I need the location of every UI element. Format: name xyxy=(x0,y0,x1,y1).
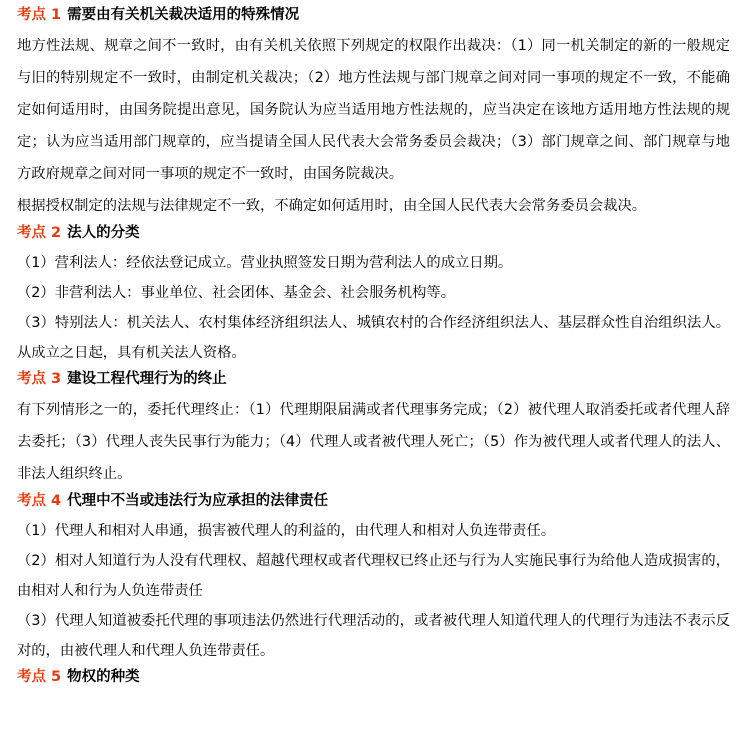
section-heading-2 xyxy=(17,222,730,244)
section-heading-1 xyxy=(17,4,730,26)
section-title: 需要由有关机关裁决适用的特殊情况 xyxy=(67,7,300,23)
section-tag: 考点 3 xyxy=(17,371,62,387)
section-title: 建设工程代理行为的终止 xyxy=(67,371,227,387)
section-tag: 考点 1 xyxy=(17,7,62,23)
section-tag: 考点 5 xyxy=(17,669,62,685)
section-heading-4 xyxy=(17,490,730,512)
section-heading-3 xyxy=(17,368,730,390)
section-title: 法人的分类 xyxy=(67,225,140,241)
section-paragraph: （1）营利法人：经依法登记成立。营业执照签发日期为营利法人的成立日期。 xyxy=(17,255,513,271)
section-title: 物权的种类 xyxy=(67,669,140,685)
section-heading-5 xyxy=(17,666,730,688)
section-title: 代理中不当或违法行为应承担的法律责任 xyxy=(67,493,329,509)
section-tag: 考点 4 xyxy=(17,493,62,509)
section-paragraph: （3）特别法人：机关法人、农村集体经济组织法人、城镇农村的合作经济组织法人、基层群众性自治组织法人。从成立之日起，具有机关法人资格。 xyxy=(17,315,730,361)
section-paragraph: 根据授权制定的法规与法律规定不一致，不确定如何适用时，由全国人民代表大会常务委员会裁决。 xyxy=(17,198,647,214)
section-paragraph: （1）代理人和相对人串通，损害被代理人的利益的，由代理人和相对人负连带责任。 xyxy=(17,523,556,539)
section-paragraph: （3）代理人知道被委托代理的事项违法仍然进行代理活动的，或者被代理人知道代理人的代理行为违法不表示反对的，由被代理人和代理人负连带责任。 xyxy=(17,613,730,659)
section-paragraph: （2）非营利法人：事业单位、社会团体、基金会、社会服务机构等。 xyxy=(17,285,455,301)
section-paragraph: 地方性法规、规章之间不一致时，由有关机关依照下列规定的权限作出裁决：（1）同一机关制定的新的一般规定与旧的特别规定不一致时，由制定机关裁决；（2）地方性法规与部门规章之间对同一事项的规定不一致，不能确定如何适用时，由国务院提出意见，国务院认为应当适用地方性法规的，应当决定在该地方适用地方性法规的规定；认为应当适用部门规章的，应当提请全国人民代表大会常务委员会裁决；（3）部门规章之间、部门规章与地方政府规章之间对同一事项的规定不一致时，由国务院裁决。 xyxy=(17,38,730,182)
section-paragraph: （2）相对人知道行为人没有代理权、超越代理权或者代理权已终止还与行为人实施民事行为给他人造成损害的，由相对人和行为人负连带责任 xyxy=(17,553,730,599)
section-tag: 考点 2 xyxy=(17,225,62,241)
section-paragraph: 有下列情形之一的，委托代理终止：（1）代理期限届满或者代理事务完成；（2）被代理人取消委托或者代理人辞去委托；（3）代理人丧失民事行为能力；（4）代理人或者被代理人死亡；（5）作为被代理人或者代理人的法人、非法人组织终止。 xyxy=(17,402,730,482)
